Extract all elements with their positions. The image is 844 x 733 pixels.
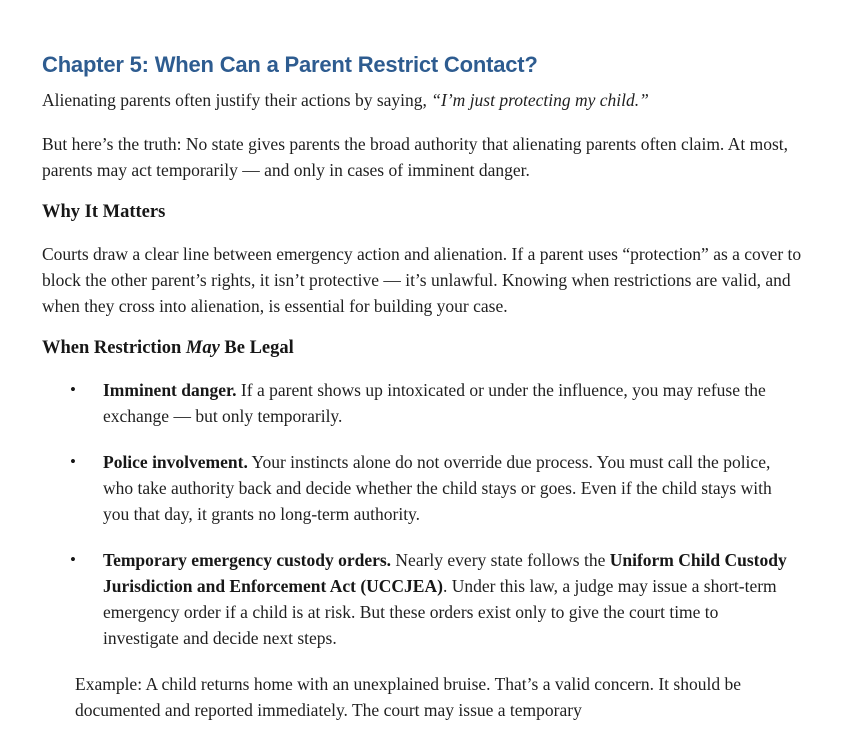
when-heading-emphasis: May <box>185 338 220 358</box>
chapter-title: Chapter 5: When Can a Parent Restrict Contact? <box>42 52 538 77</box>
bullet-imminent-danger-lead: Imminent danger. <box>103 380 237 400</box>
intro-quote: “I’m just protecting my child.” <box>431 90 649 110</box>
bullet-emergency-orders-mid: Nearly every state follows the <box>391 550 610 570</box>
example-paragraph: Example: A child returns home with an unexplained bruise. That’s a valid concern. It should be documented and reported immediately. The court may issue a temporary <box>75 674 741 720</box>
bullet-police-involvement <box>103 449 793 527</box>
bullet-police-involvement-lead: Police involvement. <box>103 452 248 472</box>
when-heading-pre: When Restriction <box>42 338 186 358</box>
intro-paragraph <box>42 87 802 113</box>
when-restriction-heading <box>42 337 802 359</box>
why-it-matters-heading: Why It Matters <box>42 202 166 222</box>
legal-restriction-list <box>42 377 802 651</box>
bullet-imminent-danger <box>103 377 793 429</box>
bullet-emergency-orders-text: . Under this law, a judge may issue a short-term emergency order if a child is at risk. But these orders exist only to give the court time to investigate and decide next steps. <box>103 576 777 648</box>
bullet-emergency-orders <box>103 547 793 651</box>
why-it-matters-body: Courts draw a clear line between emergency action and alienation. If a parent uses “protection” as a cover to block the other parent’s rights, it isn’t protective — it’s unlawful. Knowing when restrictions are valid, and when they cross into alienation, is essential for building your case. <box>42 244 802 316</box>
bullet-imminent-danger-text: If a parent shows up intoxicated or under the influence, you may refuse the exchange — but only temporarily. <box>103 380 766 426</box>
bullet-emergency-orders-lead: Temporary emergency custody orders. <box>103 550 392 570</box>
when-heading-post: Be Legal <box>219 338 294 358</box>
page-content <box>42 52 802 723</box>
truth-paragraph: But here’s the truth: No state gives parents the broad authority that alienating parents often claim. At most, parents may act temporarily — and only in cases of imminent danger. <box>42 134 788 180</box>
uccjea-bold-text: Uniform Child Custody Jurisdiction and Enforcement Act (UCCJEA) <box>103 550 787 596</box>
intro-text: Alienating parents often justify their actions by saying, <box>42 90 432 110</box>
bullet-police-involvement-text: Your instincts alone do not override due process. You must call the police, who take authority back and decide whether the child stays or goes. Even if the child stays with you that day, it grants no long-term authority. <box>103 452 772 524</box>
